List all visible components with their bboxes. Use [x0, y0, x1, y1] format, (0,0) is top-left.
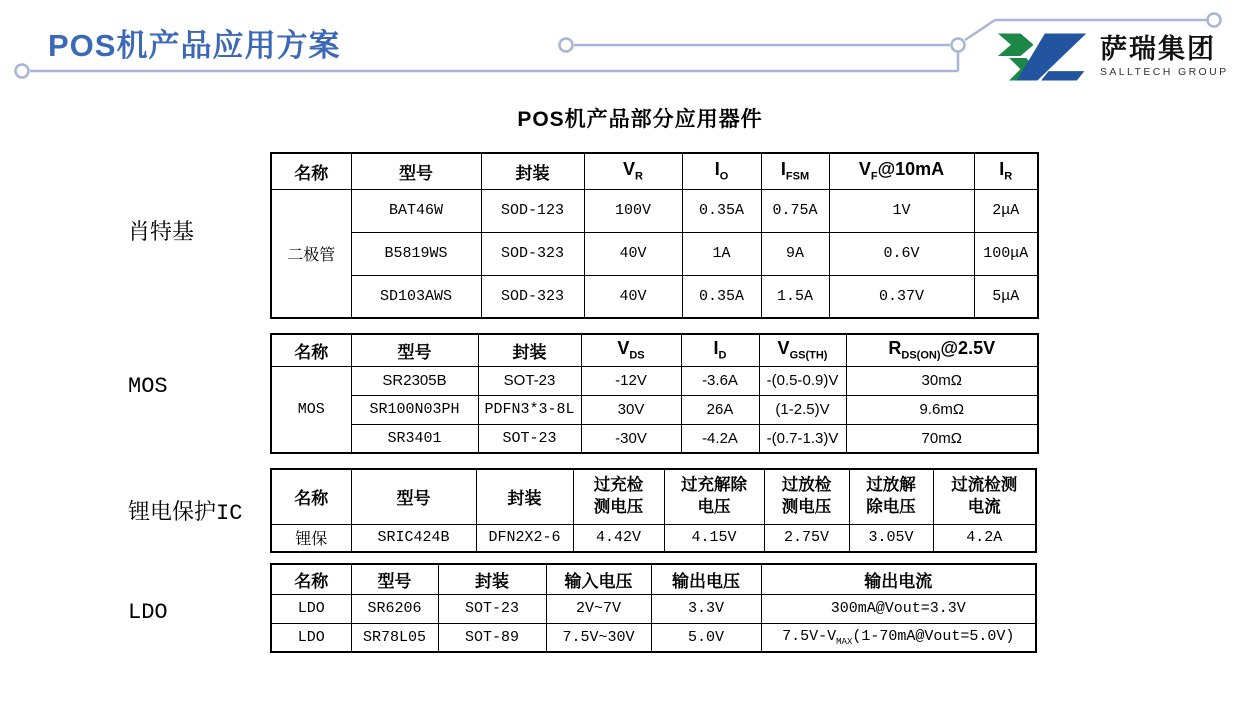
cell: -(0.5-0.9)V [759, 366, 846, 395]
col-header: 名称 [271, 469, 351, 524]
col-header: 输入电压 [546, 564, 651, 594]
col-header: 型号 [351, 564, 438, 594]
cell: 2.75V [764, 524, 849, 552]
table-ldo [270, 563, 1037, 653]
table-row [271, 275, 1038, 318]
cell: $7.5V-V_{MAX}(1-70mA@Vout=5.0V)$ [761, 623, 1036, 652]
table-row [271, 366, 1038, 395]
col-header: 封装 [478, 334, 581, 366]
group-cell: MOS [271, 366, 351, 453]
cell: 40V [584, 275, 682, 318]
cell: 1V [829, 189, 974, 232]
col-header: 过放解 除电压 [849, 469, 933, 524]
cell: SOT-89 [438, 623, 546, 652]
cell: 26A [681, 395, 759, 424]
cell: 30V [581, 395, 681, 424]
section-label-mos: MOS [128, 374, 168, 399]
cell: 2μA [974, 189, 1038, 232]
col-header: $R_{DS(ON)}@2.5V$ [846, 334, 1038, 366]
logo-mark-icon [996, 30, 1090, 84]
col-header: $V_F@10mA$ [829, 153, 974, 189]
cell: SR3401 [351, 424, 478, 453]
cell: LDO [271, 623, 351, 652]
logo-subname: SALLTECH GROUP [1100, 66, 1229, 79]
cell: -(0.7-1.3)V [759, 424, 846, 453]
col-header: 名称 [271, 153, 351, 189]
cell: SR78L05 [351, 623, 438, 652]
cell: 4.42V [573, 524, 664, 552]
cell: B5819WS [351, 232, 481, 275]
section-label-ldo: LDO [128, 600, 168, 625]
cell: LDO [271, 594, 351, 623]
table-mos [270, 333, 1039, 454]
cell: 30mΩ [846, 366, 1038, 395]
cell: 5μA [974, 275, 1038, 318]
cell: DFN2X2-6 [476, 524, 573, 552]
cell: SRIC424B [351, 524, 476, 552]
cell: 0.35A [682, 275, 761, 318]
col-header: $V_{GS(TH)}$ [759, 334, 846, 366]
table-row [271, 424, 1038, 453]
cell: 70mΩ [846, 424, 1038, 453]
col-header: 封装 [476, 469, 573, 524]
col-header: 过流检测 电流 [933, 469, 1036, 524]
col-header: 过放检 测电压 [764, 469, 849, 524]
cell: 5.0V [651, 623, 761, 652]
col-header: 过充解除 电压 [664, 469, 764, 524]
col-header: 输出电压 [651, 564, 761, 594]
slide-subtitle: POS机产品部分应用器件 [517, 108, 763, 131]
col-header: 封装 [481, 153, 584, 189]
col-header: 过充检 测电压 [573, 469, 664, 524]
col-header: 名称 [271, 334, 351, 366]
cell: 锂保 [271, 524, 351, 552]
cell: -12V [581, 366, 681, 395]
table-row [271, 623, 1036, 652]
col-header: 名称 [271, 564, 351, 594]
cell: SOT-23 [478, 424, 581, 453]
cell: SOD-123 [481, 189, 584, 232]
table-lipo-protection [270, 468, 1037, 553]
cell: 7.5V~30V [546, 623, 651, 652]
logo-text [1100, 36, 1229, 78]
cell: 3.05V [849, 524, 933, 552]
cell: 3.3V [651, 594, 761, 623]
cell: 0.37V [829, 275, 974, 318]
cell: 9A [761, 232, 829, 275]
cell: 1.5A [761, 275, 829, 318]
cell: 4.2A [933, 524, 1036, 552]
col-header: $V_R$ [584, 153, 682, 189]
cell: SD103AWS [351, 275, 481, 318]
table-row [271, 232, 1038, 275]
cell: (1-2.5)V [759, 395, 846, 424]
col-header: 型号 [351, 469, 476, 524]
section-label-schottky: 肖特基 [128, 221, 195, 246]
col-header: $V_{DS}$ [581, 334, 681, 366]
cell: 9.6mΩ [846, 395, 1038, 424]
cell: -4.2A [681, 424, 759, 453]
cell: SR6206 [351, 594, 438, 623]
table-schottky [270, 152, 1039, 319]
section-label-lipo: 锂电保护IC [128, 501, 243, 526]
logo-name: 萨瑞集团 [1100, 34, 1216, 65]
col-header: $I_O$ [682, 153, 761, 189]
cell: 40V [584, 232, 682, 275]
cell: SOT-23 [478, 366, 581, 395]
cell: 2V~7V [546, 594, 651, 623]
table-row [271, 524, 1036, 552]
page-title: POS机产品应用方案 [48, 28, 341, 63]
col-header: 型号 [351, 153, 481, 189]
col-header: $I_D$ [681, 334, 759, 366]
cell: 300mA@Vout=3.3V [761, 594, 1036, 623]
cell: -30V [581, 424, 681, 453]
cell: -3.6A [681, 366, 759, 395]
cell: 100V [584, 189, 682, 232]
table-row [271, 594, 1036, 623]
cell: 0.6V [829, 232, 974, 275]
cell: 4.15V [664, 524, 764, 552]
group-cell: 二极管 [271, 189, 351, 318]
cell: SOT-23 [438, 594, 546, 623]
cell: 0.35A [682, 189, 761, 232]
cell: 100μA [974, 232, 1038, 275]
cell: 1A [682, 232, 761, 275]
cell: SOD-323 [481, 232, 584, 275]
company-logo [996, 30, 1229, 84]
table-row [271, 189, 1038, 232]
cell: SR100N03PH [351, 395, 478, 424]
cell: SR2305B [351, 366, 478, 395]
col-header: 封装 [438, 564, 546, 594]
cell: BAT46W [351, 189, 481, 232]
col-header: 输出电流 [761, 564, 1036, 594]
cell: SOD-323 [481, 275, 584, 318]
table-row [271, 395, 1038, 424]
cell: PDFN3*3-8L [478, 395, 581, 424]
col-header: 型号 [351, 334, 478, 366]
col-header: $I_{FSM}$ [761, 153, 829, 189]
col-header: $I_R$ [974, 153, 1038, 189]
cell: 0.75A [761, 189, 829, 232]
